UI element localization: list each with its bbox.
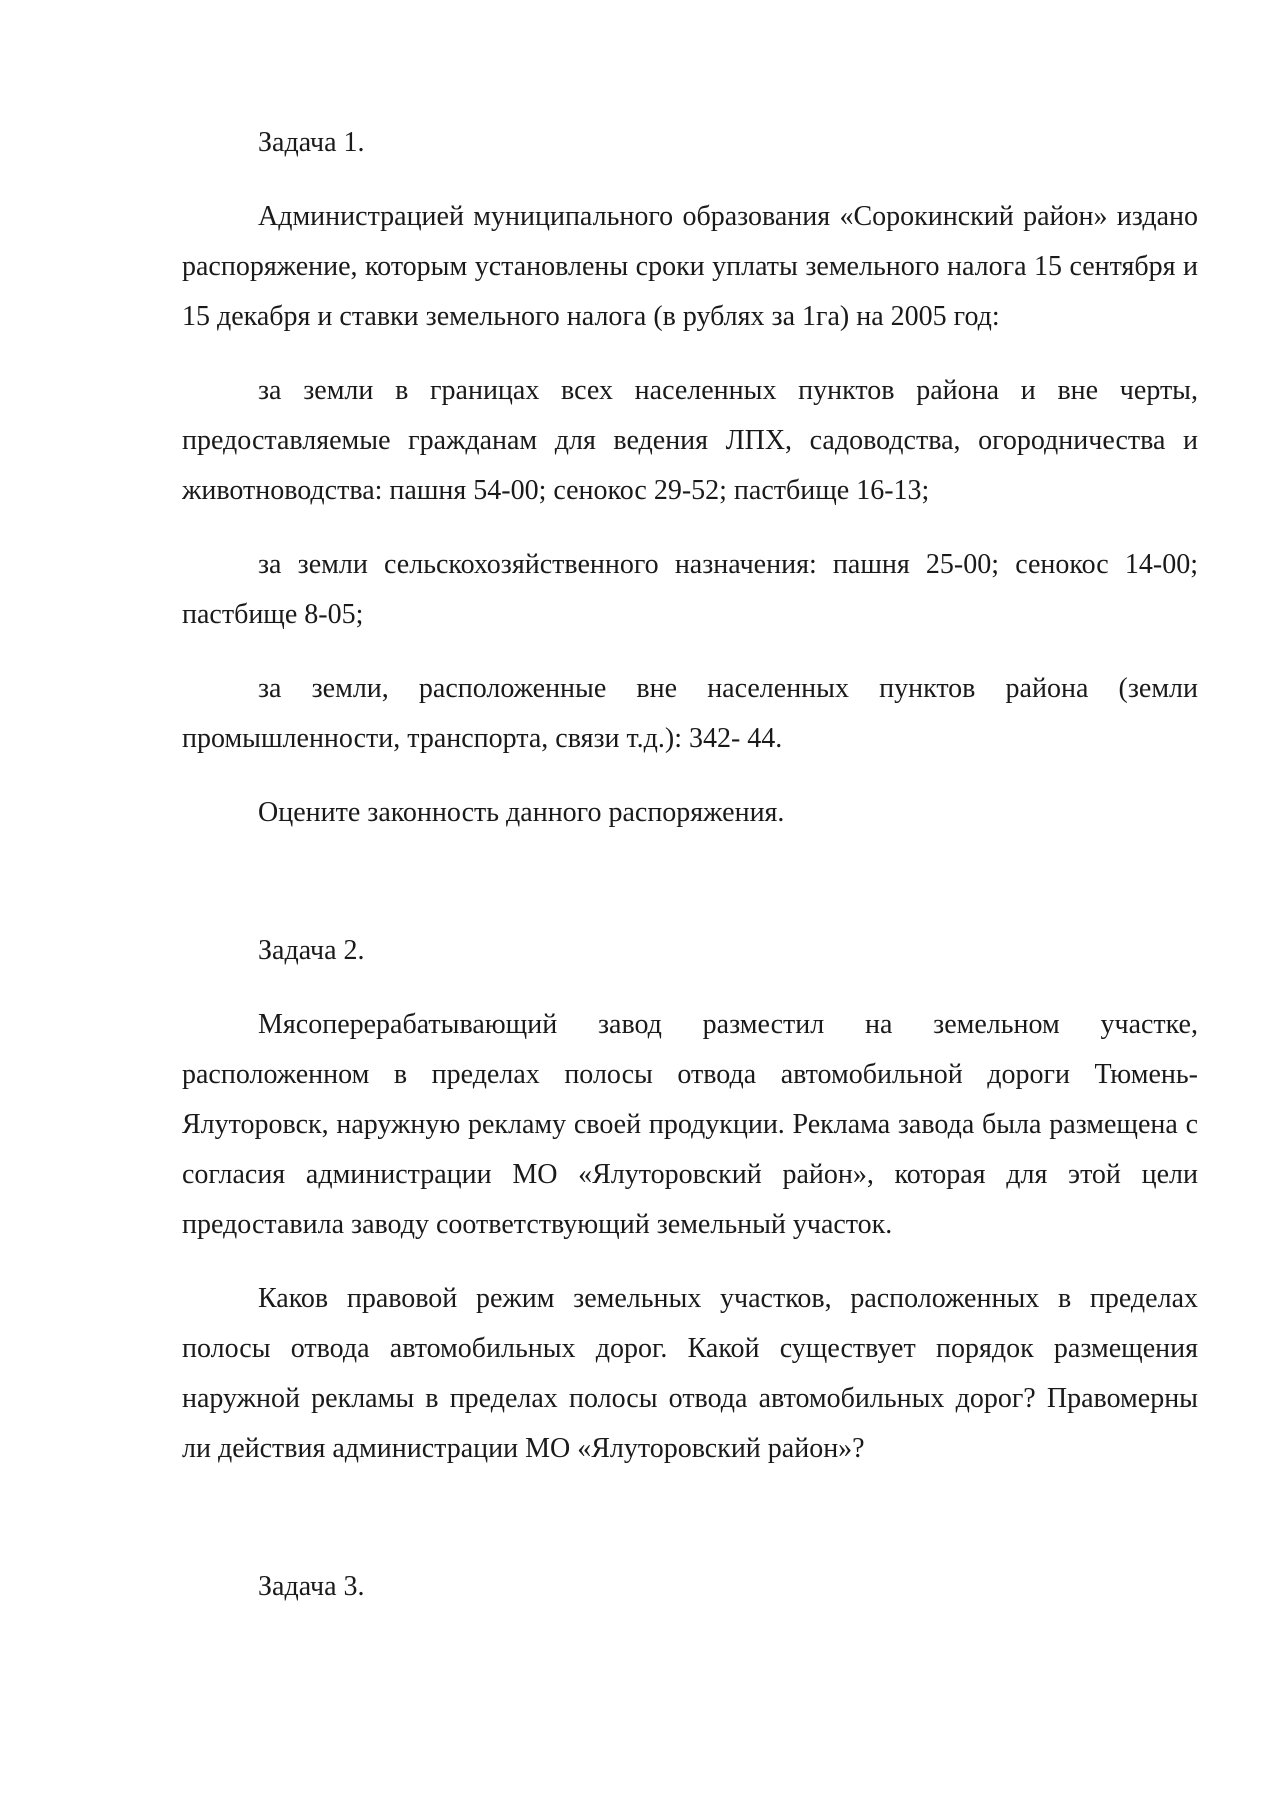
task-2-paragraph-1: Мясоперерабатывающий завод разместил на земельном участке, расположенном в пределах полосы отвода автомобильной дороги Тюмень-Ялуторовск, наружную рекламу своей продукции. Реклама завода была размещена с согласия администрации МО «Ялуторовский район», которая для этой цели предоставила заводу соответствующий земельный участок. (182, 1009, 1198, 1240)
task-2-question: Каков правовой режим земельных участков, расположенных в пределах полосы отвода автомобильных дорог. Какой существует порядок размещения наружной рекламы в пределах полосы отвода автомобильных дорог? Правомерны ли действия администрации МО «Ялуторовский район»? (182, 1283, 1198, 1464)
document-page (182, 118, 1198, 1636)
task-3 (182, 1562, 1198, 1612)
task-1-paragraph-1: Администрацией муниципального образования «Сорокинский район» издано распоряжение, которым установлены сроки уплаты земельного налога 15 сентября и 15 декабря и ставки земельного налога (в рублях за 1га) на 2005 год: (182, 201, 1198, 332)
task-1-paragraph-2: за земли в границах всех населенных пунктов района и вне черты, предоставляемые гражданам для ведения ЛПХ, садоводства, огородничества и животноводства: пашня 54-00; сенокос 29-52; пастбище 16-13; (182, 375, 1198, 506)
task-2-title: Задача 2. (258, 935, 365, 966)
task-1 (182, 118, 1198, 838)
task-1-paragraph-3: за земли сельскохозяйственного назначения: пашня 25-00; сенокос 14-00; пастбище 8-05; (182, 549, 1198, 630)
task-3-title: Задача 3. (258, 1571, 365, 1602)
task-1-paragraph-4: за земли, расположенные вне населенных пунктов района (земли промышленности, транспорта, связи т.д.): 342- 44. (182, 673, 1198, 754)
task-1-title: Задача 1. (258, 127, 365, 158)
task-2 (182, 926, 1198, 1474)
task-1-question: Оцените законность данного распоряжения. (258, 797, 785, 828)
